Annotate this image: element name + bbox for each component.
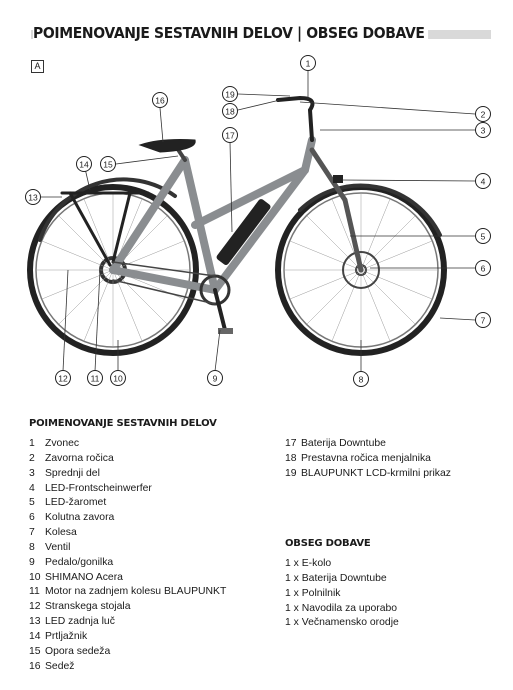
list-item: 5 LED-žaromet <box>29 497 107 509</box>
list-item: 14 Prtljažnik <box>29 630 88 642</box>
callout-13 <box>26 190 41 205</box>
svg-text:18: 18 <box>225 106 235 117</box>
list-item: 1 x E-kolo <box>285 558 332 569</box>
list-item: 1 x Navodila za uporabo <box>285 602 398 614</box>
page-title: POIMENOVANJE SESTAVNIH DELOV | OBSEG DOBAVE <box>33 22 428 44</box>
list-item: 1 x Polnilnik <box>285 587 341 599</box>
svg-text:15: 15 <box>103 159 113 170</box>
list-item: 18 Prestavna ročica menjalnika <box>285 452 431 464</box>
figure-label: A <box>31 60 44 73</box>
callout-12 <box>56 371 71 386</box>
callout-6 <box>476 261 491 276</box>
svg-text:14: 14 <box>79 159 89 170</box>
svg-text:16: 16 <box>155 95 165 106</box>
delivery-list <box>285 557 399 631</box>
list-item: 6 Kolutna zavora <box>29 512 115 524</box>
svg-text:1: 1 <box>305 58 311 69</box>
svg-text:2: 2 <box>480 109 486 120</box>
list-item: 13 LED zadnja luč <box>29 616 115 628</box>
list-item: 7 Kolesa <box>29 527 77 539</box>
list-item: 4 LED-Frontscheinwerfer <box>29 482 152 494</box>
svg-text:9: 9 <box>212 373 218 384</box>
callout-3 <box>476 123 491 138</box>
callout-5 <box>476 229 491 244</box>
callout-19 <box>223 87 238 102</box>
frame <box>113 140 312 290</box>
callout-1 <box>301 56 316 71</box>
list-item: 8 Ventil <box>29 541 71 553</box>
svg-text:6: 6 <box>480 263 486 274</box>
list-item: 3 Sprednji del <box>29 467 100 479</box>
list-item: 1 x Baterija Downtube <box>285 572 387 584</box>
callout-17 <box>223 128 238 143</box>
callout-11 <box>88 371 103 386</box>
list-item: 15 Opora sedeža <box>29 645 111 657</box>
callout-7 <box>476 313 491 328</box>
list-item: 2 Zavorna ročica <box>29 452 114 464</box>
parts-list-col2 <box>285 437 451 482</box>
list-item: 1 x Večnamensko orodje <box>285 617 399 629</box>
list-item: 9 Pedalo/gonilka <box>29 556 114 568</box>
svg-text:13: 13 <box>28 192 38 203</box>
list-item: 10 SHIMANO Acera <box>29 571 123 583</box>
list-item: 12 Stranskega stojala <box>29 601 131 613</box>
svg-text:4: 4 <box>480 176 486 187</box>
callout-9 <box>208 371 223 386</box>
svg-text:19: 19 <box>225 89 235 100</box>
svg-text:5: 5 <box>480 231 486 242</box>
svg-text:12: 12 <box>58 373 68 384</box>
parts-section-title: POIMENOVANJE SESTAVNIH DELOV <box>29 418 217 429</box>
callout-10 <box>111 371 126 386</box>
parts-list-col1 <box>29 437 226 675</box>
callout-14 <box>77 157 92 172</box>
delivery-section-title: OBSEG DOBAVE <box>285 538 371 549</box>
callout-2 <box>476 107 491 122</box>
svg-text:10: 10 <box>113 373 123 384</box>
list-item: 1 Zvonec <box>29 438 80 449</box>
svg-text:3: 3 <box>480 125 486 136</box>
svg-text:8: 8 <box>358 374 364 385</box>
list-item: 16 Sedež <box>29 660 75 672</box>
svg-text:7: 7 <box>480 315 486 326</box>
callout-15 <box>101 157 116 172</box>
svg-text:17: 17 <box>225 130 235 141</box>
list-item: 17 Baterija Downtube <box>285 438 386 449</box>
list-item: 11 Motor na zadnjem kolesu BLAUPUNKT <box>29 586 227 598</box>
callout-4 <box>476 174 491 189</box>
list-item: 19 BLAUPUNKT LCD-krmilni prikaz <box>285 467 451 479</box>
svg-text:11: 11 <box>90 373 100 384</box>
callout-8 <box>354 372 369 387</box>
callout-18 <box>223 104 238 119</box>
callout-16 <box>153 93 168 108</box>
